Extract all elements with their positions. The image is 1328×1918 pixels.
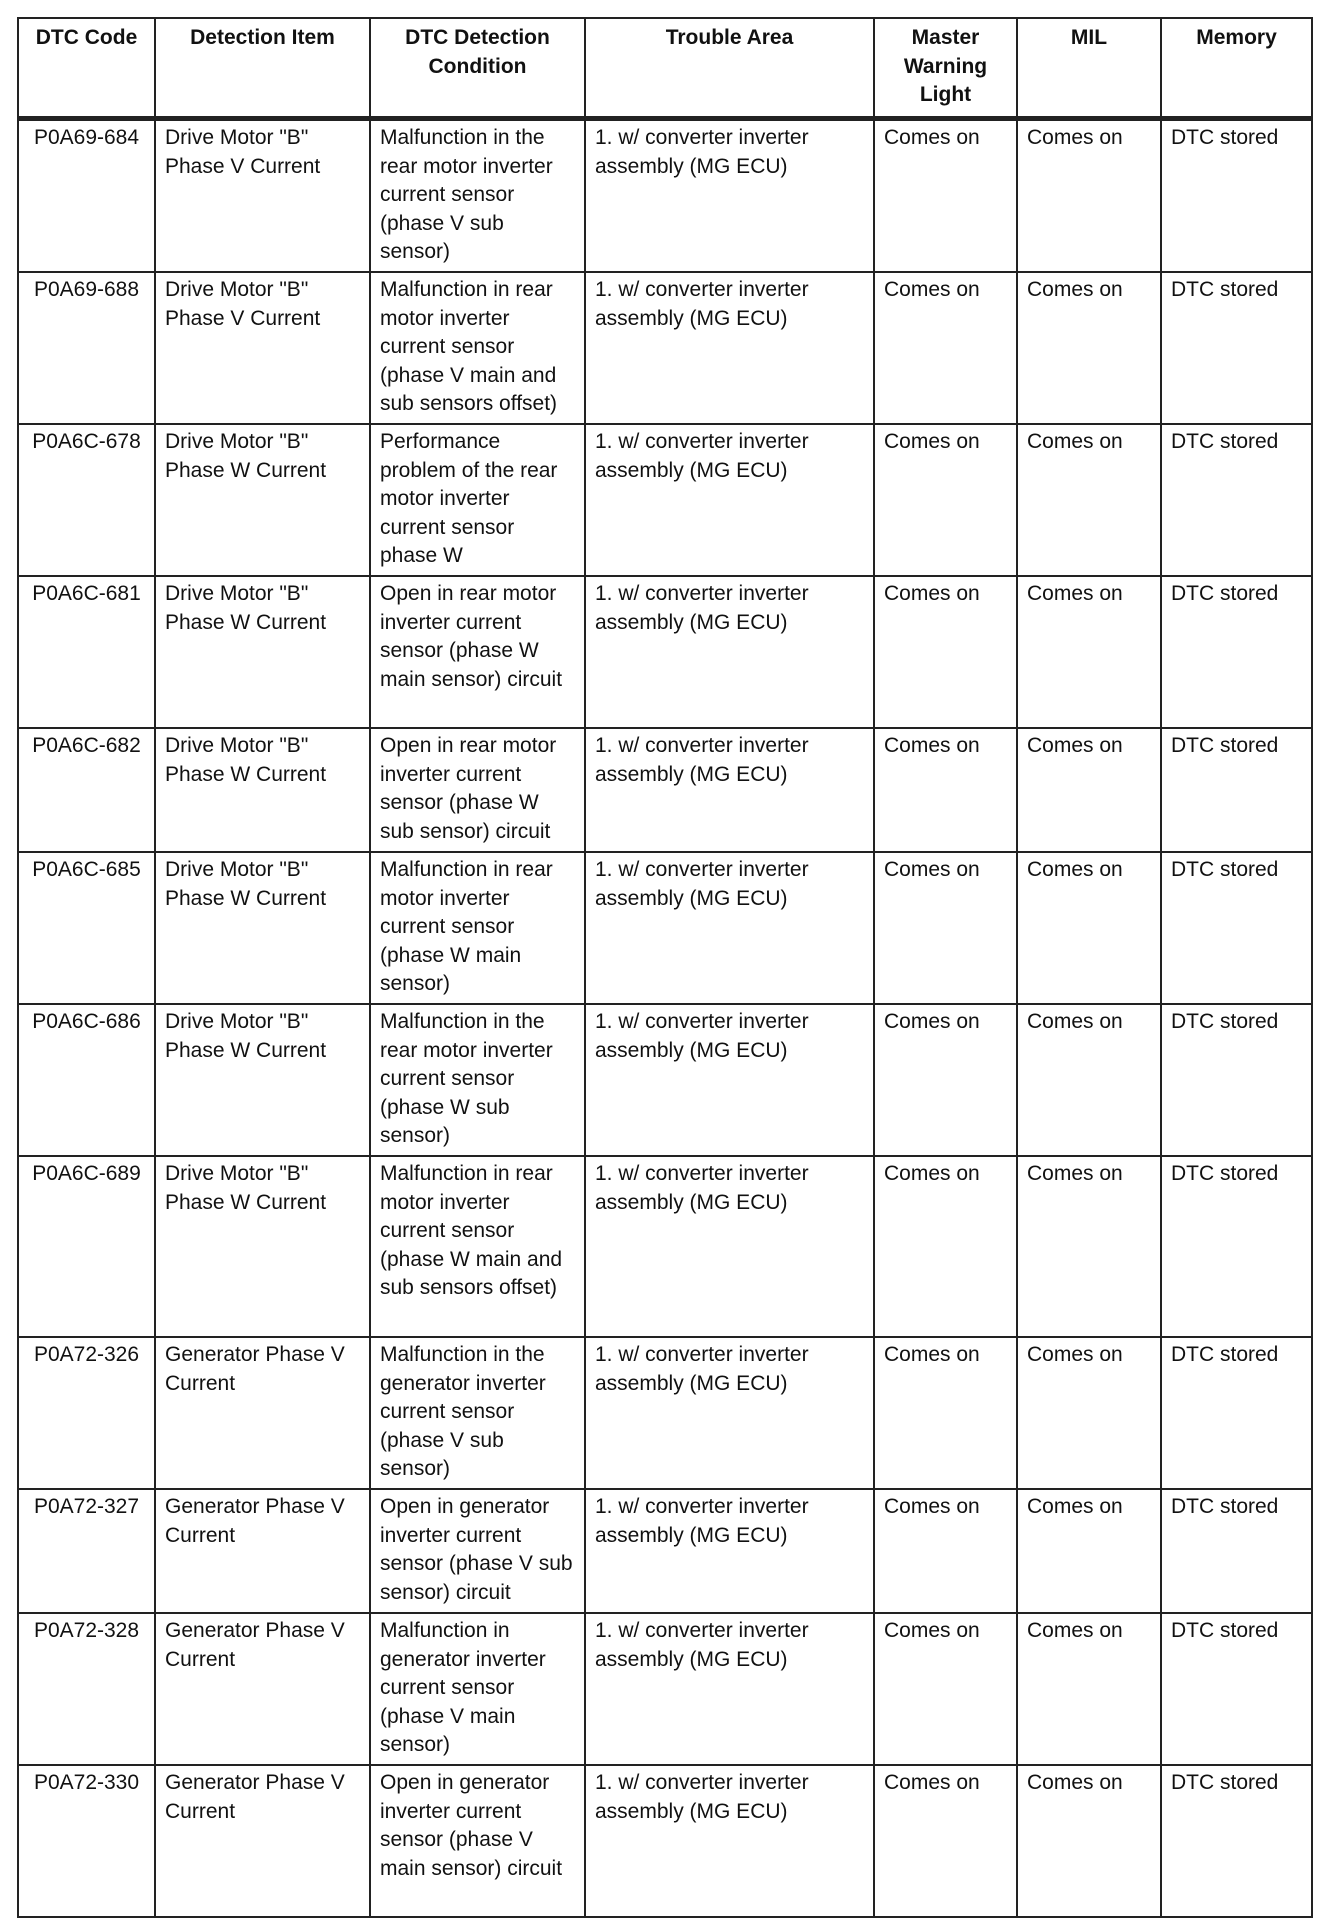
- master-warning-cell: Comes on: [874, 728, 1017, 852]
- dtc-code-cell: P0A6C-689: [18, 1156, 155, 1337]
- mil-cell: Comes on: [1017, 1004, 1161, 1156]
- header-detection-condition: DTC Detection Condition: [370, 18, 585, 119]
- table-row: [18, 576, 1312, 728]
- header-row: [18, 18, 1312, 119]
- trouble-area-cell: 1. w/ converter inverter assembly (MG ECU): [585, 272, 874, 424]
- detection-item-cell: Generator Phase V Current: [155, 1613, 370, 1765]
- detection-condition-cell: Malfunction in rear motor inverter current sensor (phase W main and sub sensors offset): [370, 1156, 585, 1337]
- memory-cell: DTC stored: [1161, 576, 1312, 728]
- detection-condition-cell: Open in generator inverter current sensor (phase V main sensor) circuit: [370, 1765, 585, 1917]
- trouble-area-cell: 1. w/ converter inverter assembly (MG ECU): [585, 119, 874, 273]
- table-row: [18, 1156, 1312, 1337]
- detection-condition-cell: Malfunction in the rear motor inverter current sensor (phase V sub sensor): [370, 119, 585, 273]
- mil-cell: Comes on: [1017, 119, 1161, 273]
- header-dtc-code: DTC Code: [18, 18, 155, 119]
- master-warning-cell: Comes on: [874, 1765, 1017, 1917]
- memory-cell: DTC stored: [1161, 272, 1312, 424]
- trouble-area-cell: 1. w/ converter inverter assembly (MG ECU): [585, 1765, 874, 1917]
- mil-cell: Comes on: [1017, 728, 1161, 852]
- memory-cell: DTC stored: [1161, 1004, 1312, 1156]
- memory-cell: DTC stored: [1161, 119, 1312, 273]
- mil-cell: Comes on: [1017, 272, 1161, 424]
- detection-condition-cell: Open in rear motor inverter current sensor (phase W sub sensor) circuit: [370, 728, 585, 852]
- dtc-code-cell: P0A6C-686: [18, 1004, 155, 1156]
- header-memory: Memory: [1161, 18, 1312, 119]
- detection-item-cell: Drive Motor "B" Phase W Current: [155, 1004, 370, 1156]
- memory-cell: DTC stored: [1161, 1337, 1312, 1489]
- trouble-area-cell: 1. w/ converter inverter assembly (MG ECU): [585, 852, 874, 1004]
- detection-item-cell: Drive Motor "B" Phase V Current: [155, 272, 370, 424]
- detection-item-cell: Drive Motor "B" Phase W Current: [155, 1156, 370, 1337]
- detection-condition-cell: Malfunction in rear motor inverter current sensor (phase V main and sub sensors offset): [370, 272, 585, 424]
- detection-condition-cell: Malfunction in generator inverter current sensor (phase V main sensor): [370, 1613, 585, 1765]
- table-row: [18, 852, 1312, 1004]
- memory-cell: DTC stored: [1161, 1489, 1312, 1613]
- table-row: [18, 1489, 1312, 1613]
- table-row: [18, 1004, 1312, 1156]
- master-warning-cell: Comes on: [874, 119, 1017, 273]
- header-trouble-area: Trouble Area: [585, 18, 874, 119]
- trouble-area-cell: 1. w/ converter inverter assembly (MG ECU): [585, 728, 874, 852]
- trouble-area-cell: 1. w/ converter inverter assembly (MG ECU): [585, 424, 874, 576]
- table-row: [18, 1337, 1312, 1489]
- detection-item-cell: Drive Motor "B" Phase W Current: [155, 852, 370, 1004]
- master-warning-cell: Comes on: [874, 576, 1017, 728]
- dtc-code-cell: P0A72-327: [18, 1489, 155, 1613]
- dtc-code-cell: P0A6C-681: [18, 576, 155, 728]
- dtc-code-cell: P0A72-326: [18, 1337, 155, 1489]
- dtc-code-cell: P0A72-328: [18, 1613, 155, 1765]
- detection-condition-cell: Malfunction in the rear motor inverter current sensor (phase W sub sensor): [370, 1004, 585, 1156]
- mil-cell: Comes on: [1017, 1156, 1161, 1337]
- detection-item-cell: Drive Motor "B" Phase V Current: [155, 119, 370, 273]
- master-warning-cell: Comes on: [874, 424, 1017, 576]
- mil-cell: Comes on: [1017, 1765, 1161, 1917]
- trouble-area-cell: 1. w/ converter inverter assembly (MG ECU): [585, 1004, 874, 1156]
- trouble-area-cell: 1. w/ converter inverter assembly (MG ECU): [585, 1489, 874, 1613]
- master-warning-cell: Comes on: [874, 1337, 1017, 1489]
- detection-condition-cell: Malfunction in the generator inverter current sensor (phase V sub sensor): [370, 1337, 585, 1489]
- memory-cell: DTC stored: [1161, 1765, 1312, 1917]
- table-row: [18, 272, 1312, 424]
- mil-cell: Comes on: [1017, 1489, 1161, 1613]
- dtc-table: [17, 17, 1313, 1918]
- table-row: [18, 424, 1312, 576]
- trouble-area-cell: 1. w/ converter inverter assembly (MG ECU): [585, 1156, 874, 1337]
- dtc-code-cell: P0A6C-682: [18, 728, 155, 852]
- detection-condition-cell: Open in rear motor inverter current sensor (phase W main sensor) circuit: [370, 576, 585, 728]
- mil-cell: Comes on: [1017, 424, 1161, 576]
- trouble-area-cell: 1. w/ converter inverter assembly (MG ECU): [585, 576, 874, 728]
- detection-item-cell: Drive Motor "B" Phase W Current: [155, 576, 370, 728]
- detection-item-cell: Generator Phase V Current: [155, 1489, 370, 1613]
- detection-condition-cell: Performance problem of the rear motor inverter current sensor phase W: [370, 424, 585, 576]
- trouble-area-cell: 1. w/ converter inverter assembly (MG ECU): [585, 1613, 874, 1765]
- header-master-warning-light: Master Warning Light: [874, 18, 1017, 119]
- header-detection-item: Detection Item: [155, 18, 370, 119]
- master-warning-cell: Comes on: [874, 1156, 1017, 1337]
- memory-cell: DTC stored: [1161, 1156, 1312, 1337]
- memory-cell: DTC stored: [1161, 728, 1312, 852]
- table-row: [18, 728, 1312, 852]
- master-warning-cell: Comes on: [874, 272, 1017, 424]
- dtc-code-cell: P0A69-684: [18, 119, 155, 273]
- memory-cell: DTC stored: [1161, 1613, 1312, 1765]
- detection-condition-cell: Malfunction in rear motor inverter current sensor (phase W main sensor): [370, 852, 585, 1004]
- table-row: [18, 1613, 1312, 1765]
- dtc-code-cell: P0A6C-685: [18, 852, 155, 1004]
- detection-item-cell: Generator Phase V Current: [155, 1337, 370, 1489]
- detection-condition-cell: Open in generator inverter current sensor (phase V sub sensor) circuit: [370, 1489, 585, 1613]
- memory-cell: DTC stored: [1161, 852, 1312, 1004]
- mil-cell: Comes on: [1017, 1613, 1161, 1765]
- table-row: [18, 1765, 1312, 1917]
- master-warning-cell: Comes on: [874, 1004, 1017, 1156]
- master-warning-cell: Comes on: [874, 1613, 1017, 1765]
- mil-cell: Comes on: [1017, 1337, 1161, 1489]
- memory-cell: DTC stored: [1161, 424, 1312, 576]
- mil-cell: Comes on: [1017, 852, 1161, 1004]
- master-warning-cell: Comes on: [874, 1489, 1017, 1613]
- master-warning-cell: Comes on: [874, 852, 1017, 1004]
- table-row: [18, 119, 1312, 273]
- mil-cell: Comes on: [1017, 576, 1161, 728]
- trouble-area-cell: 1. w/ converter inverter assembly (MG ECU): [585, 1337, 874, 1489]
- header-mil: MIL: [1017, 18, 1161, 119]
- detection-item-cell: Drive Motor "B" Phase W Current: [155, 424, 370, 576]
- detection-item-cell: Generator Phase V Current: [155, 1765, 370, 1917]
- dtc-code-cell: P0A69-688: [18, 272, 155, 424]
- dtc-code-cell: P0A72-330: [18, 1765, 155, 1917]
- dtc-code-cell: P0A6C-678: [18, 424, 155, 576]
- detection-item-cell: Drive Motor "B" Phase W Current: [155, 728, 370, 852]
